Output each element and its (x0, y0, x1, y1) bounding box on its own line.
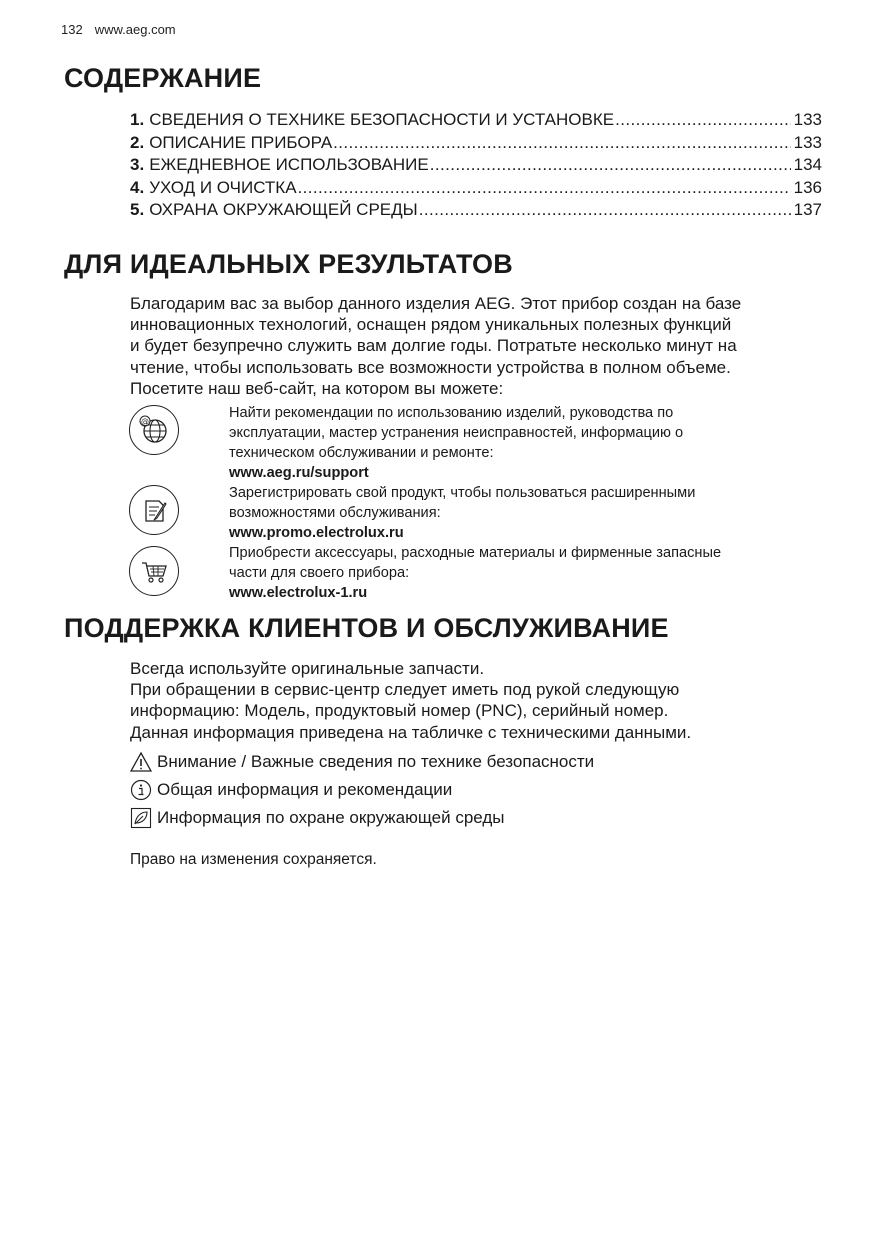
register-link-block (128, 483, 828, 543)
support-link-block (128, 403, 828, 481)
intro-line: и будет безупречно служить вам долгие годы. Потратьте несколько минут на (130, 336, 737, 356)
toc-item-label: ЕЖЕДНЕВНОЕ ИСПОЛЬЗОВАНИЕ (149, 155, 429, 174)
symbol-legend (130, 748, 830, 832)
website-link[interactable]: www.aeg.com (94, 22, 176, 37)
support-line: Всегда используйте оригинальные запчасти. (130, 659, 485, 678)
legend-label: Внимание / Важные сведения по технике безопасности (157, 752, 595, 771)
support-link-text: Найти рекомендации по использованию изделий, руководства по эксплуатации, мастер устранения неисправностей, информацию о техническом обслуживании и ремонте: www.aeg.ru/support (229, 403, 809, 483)
page-number: 132 (61, 22, 83, 37)
toc-item-label: СВЕДЕНИЯ О ТЕХНИКЕ БЕЗОПАСНОСТИ И УСТАНОВКЕ (149, 110, 615, 129)
toc-item-label: УХОД И ОЧИСТКА (149, 177, 297, 197)
toc-item-page: 137 (793, 200, 822, 219)
toc-item-page: 134 (793, 155, 822, 174)
toc-item[interactable] (130, 109, 822, 132)
results-intro (130, 293, 820, 399)
toc-item-label: ОПИСАНИЕ ПРИБОРА (149, 132, 333, 152)
toc-item-number: 4. (130, 177, 145, 197)
toc-item[interactable] (130, 177, 822, 200)
register-document-icon (129, 485, 179, 535)
toc-item-number: 1. (130, 110, 145, 129)
intro-line: Посетите наш веб-сайт, на котором вы можете: (130, 378, 504, 398)
warning-triangle-icon (130, 751, 152, 773)
toc-item-page: 133 (793, 110, 822, 129)
support-line: При обращении в сервис-центр следует иметь под рукой следующую (130, 680, 680, 700)
toc-title: СОДЕРЖАНИЕ (64, 63, 262, 93)
info-icon (130, 779, 152, 801)
table-of-contents (130, 109, 822, 222)
shop-link-text: Приобрести аксессуары, расходные материалы и фирменные запасные части для своего прибора: www.electrolux-1.ru (229, 543, 809, 603)
toc-item-page: 133 (793, 132, 822, 152)
toc-item-page: 136 (793, 177, 822, 197)
toc-leader (333, 132, 791, 155)
toc-item[interactable] (130, 154, 822, 177)
environment-leaf-icon (130, 807, 152, 829)
register-url[interactable]: www.promo.electrolux.ru (229, 525, 404, 541)
support-line: информацию: Модель, продуктовый номер (PNC), серийный номер. (130, 701, 669, 721)
toc-leader (298, 177, 791, 200)
svg-text:@: @ (141, 417, 149, 426)
toc-item-number: 3. (130, 155, 145, 174)
toc-item[interactable] (130, 132, 822, 155)
support-text (130, 658, 830, 743)
toc-leader (430, 154, 791, 177)
intro-line: Благодарим вас за выбор данного изделия AEG. Этот прибор создан на базе (130, 294, 742, 313)
legend-label: Информация по охране окружающей среды (157, 808, 505, 827)
toc-item[interactable] (130, 199, 822, 222)
website-links (128, 403, 828, 601)
legend-item (130, 748, 830, 776)
toc-item-number: 2. (130, 132, 145, 152)
support-line: Данная информация приведена на табличке с техническими данными. (130, 722, 692, 742)
toc-item-number: 5. (130, 200, 145, 219)
legend-item (130, 776, 830, 804)
changes-reserved-note: Право на изменения сохраняется. (130, 851, 377, 868)
intro-line: инновационных технологий, оснащен рядом уникальных полезных функций (130, 315, 732, 335)
register-link-text: Зарегистрировать свой продукт, чтобы пользоваться расширенными возможностями обслуживания: www.promo.electrolux.ru (229, 483, 809, 543)
support-url[interactable]: www.aeg.ru/support (229, 465, 369, 481)
toc-item-label: ОХРАНА ОКРУЖАЮЩЕЙ СРЕДЫ (149, 200, 418, 219)
page-header (61, 22, 176, 37)
intro-line: чтение, чтобы использовать все возможности устройства в полном объеме. (130, 357, 731, 377)
web-globe-icon (129, 405, 179, 455)
toc-leader (419, 199, 791, 222)
shopping-cart-icon (129, 546, 179, 596)
support-section-title: ПОДДЕРЖКА КЛИЕНТОВ И ОБСЛУЖИВАНИЕ (64, 613, 669, 643)
shop-url[interactable]: www.electrolux-1.ru (229, 585, 368, 601)
legend-label: Общая информация и рекомендации (157, 780, 453, 799)
shop-link-block (128, 543, 828, 603)
toc-leader (615, 109, 791, 132)
legend-item (130, 804, 830, 832)
results-section-title: ДЛЯ ИДЕАЛЬНЫХ РЕЗУЛЬТАТОВ (64, 249, 513, 279)
